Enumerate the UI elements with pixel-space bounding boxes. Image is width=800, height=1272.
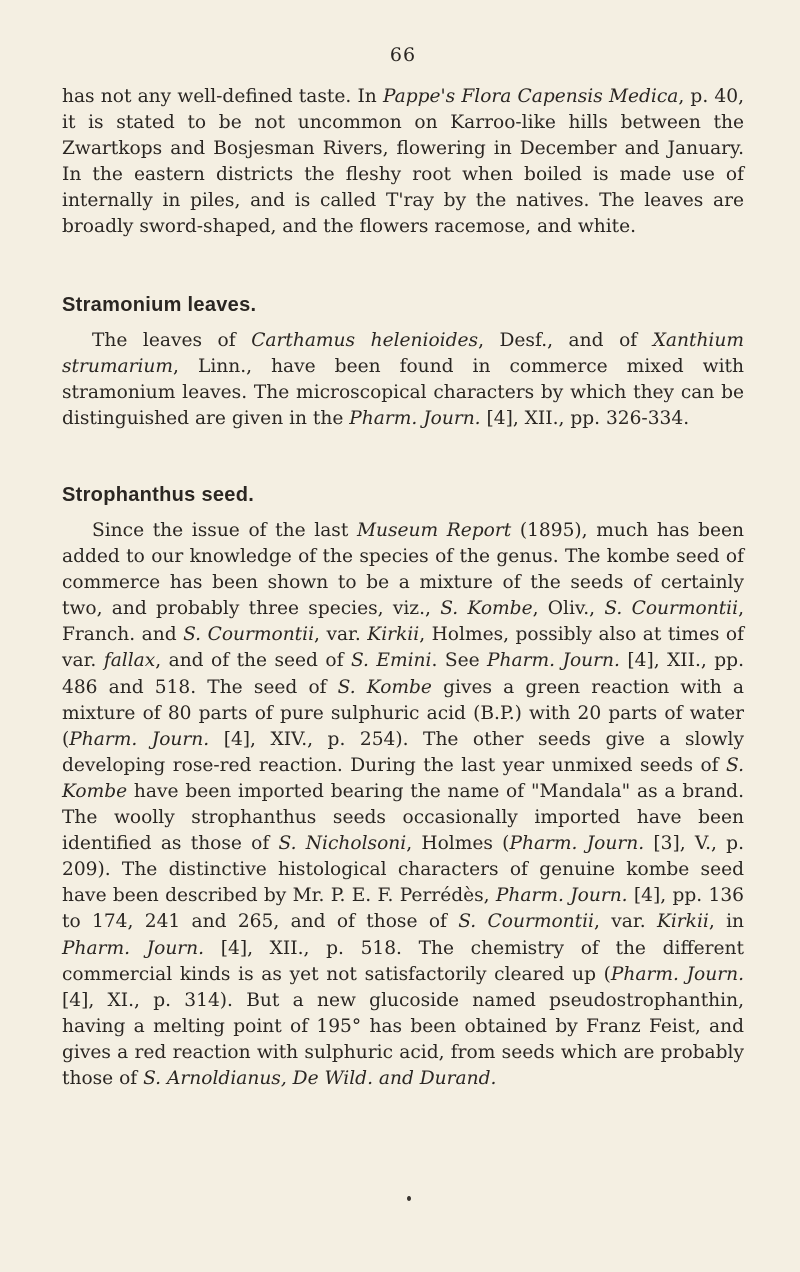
text-run: , Holmes, possibly also at times of var. [62, 624, 744, 672]
italic-text: S. Arnoldianus, De Wild. and Durand. [143, 1067, 497, 1089]
italic-text: Pappe's Flora Capensis Medica [382, 86, 679, 107]
text-run: have been imported bearing the name of "Mandala" as a brand. The woolly strophanthus seeds occasionally imported have been identified as those of [62, 780, 744, 855]
italic-text: Museum Report [356, 520, 512, 541]
text-run: (1895), much has been added to our knowledge of the species of the genus. The kombe seed of commerce has been shown to be a mixture of the seeds of certainly two, and probably three species, viz., [62, 520, 744, 620]
italic-text: Pharm. Journ. [62, 937, 205, 959]
text-run: [4], XII., p. 518. The chemistry of the different commercial kinds is as yet not satisfactorily cleared up ( [62, 937, 745, 985]
text-run: [4], XII., pp. 486 and 518. The seed of [62, 650, 744, 698]
italic-text: Kirkii [656, 911, 709, 933]
section-heading-stramonium: Stramonium leaves. [62, 294, 257, 316]
italic-text: Pharm. Journ. [495, 885, 628, 907]
paragraph-text [62, 518, 744, 1092]
italic-text: Carthamus helenioides [251, 330, 479, 351]
italic-text: S. Emini [350, 650, 432, 672]
text-run: , in [708, 911, 745, 933]
italic-text: Pharm. Journ. [509, 833, 645, 855]
italic-text: S. Courmontii [183, 624, 315, 646]
print-speck [407, 1196, 411, 1201]
italic-text: S. Courmontii [604, 598, 739, 620]
text-run: . See [431, 650, 488, 672]
text-run: , var. [594, 911, 657, 933]
text-run: has not any well-defined taste. In [62, 86, 383, 107]
text-run: , Holmes ( [406, 833, 510, 855]
text-run: [4], XIV., p. 254). The other seeds give a slowly developing rose-red reaction. During the last year unmixed seeds of [62, 728, 744, 776]
text-run: gives a green reaction with a mixture of 80 parts of pure sulphuric acid (B.P.) with 20 parts of water ( [62, 676, 744, 750]
italic-text: Pharm. Journ. [349, 408, 481, 430]
italic-text: S. Kombe [62, 754, 744, 802]
text-run: , p. 40, it is stated to be not uncommon on Karroo-like hills between the Zwartkops and Bosjesman Rivers, flowering in December and January. In the eastern districts the fleshy root when boiled is made use of internally in piles, and is called T'ray by the natives. The leaves are broadly sword-shaped, and the flowers racemose, and white. [62, 86, 744, 238]
text-run: [3], V., p. 209). The distinctive histological characters of genuine kombe seed have been described by Mr. P. E. F. Perrédès, [62, 833, 744, 907]
text-run: The leaves of [92, 330, 252, 351]
italic-text: Pharm. Journ. [69, 728, 210, 750]
page-number: 66 [389, 44, 417, 66]
italic-text: Pharm. Journ. [610, 963, 744, 985]
italic-text: S. Kombe [337, 676, 432, 698]
text-run: , and of the seed of [155, 650, 351, 672]
section-heading-strophanthus: Strophanthus seed. [62, 484, 255, 506]
text-run: [4], XI., p. 314). But a new glucoside named pseudostrophanthin, having a melting point of 195° has been obtained by Franz Feist, and gives a red reaction with sulphuric acid, from seeds which are probably those of [62, 989, 744, 1089]
text-run: , Franch. and [62, 598, 744, 646]
text-run: [4], XII., pp. 326-334. [480, 408, 690, 430]
paragraph-strophanthus [62, 518, 744, 1092]
text-run: , Oliv., [532, 598, 605, 620]
italic-text: S. Kombe [440, 598, 533, 620]
paragraph-stramonium [62, 328, 744, 432]
italic-text: Kirkii [367, 624, 420, 646]
paragraph-intro [62, 84, 744, 241]
text-run: , var. [314, 624, 368, 646]
italic-text: Xanthium strumarium [62, 330, 744, 378]
text-run: Since the issue of the last [92, 520, 357, 541]
section-strophanthus [62, 484, 744, 507]
paragraph-text [62, 84, 744, 241]
text-run: , Desf., and of [478, 330, 653, 351]
italic-text: S. Nicholsoni [278, 833, 407, 855]
paragraph-text [62, 328, 744, 432]
italic-text: fallax [103, 650, 156, 672]
section-stramonium [62, 294, 744, 317]
text-run: , Linn., have been found in commerce mixed with stramonium leaves. The microscopical characters by which they can be distinguished are given in the [62, 356, 744, 430]
italic-text: Pharm. Journ. [487, 650, 620, 672]
italic-text: S. Courmontii [458, 911, 595, 933]
text-run: [4], pp. 136 to 174, 241 and 265, and of those of [62, 885, 744, 933]
